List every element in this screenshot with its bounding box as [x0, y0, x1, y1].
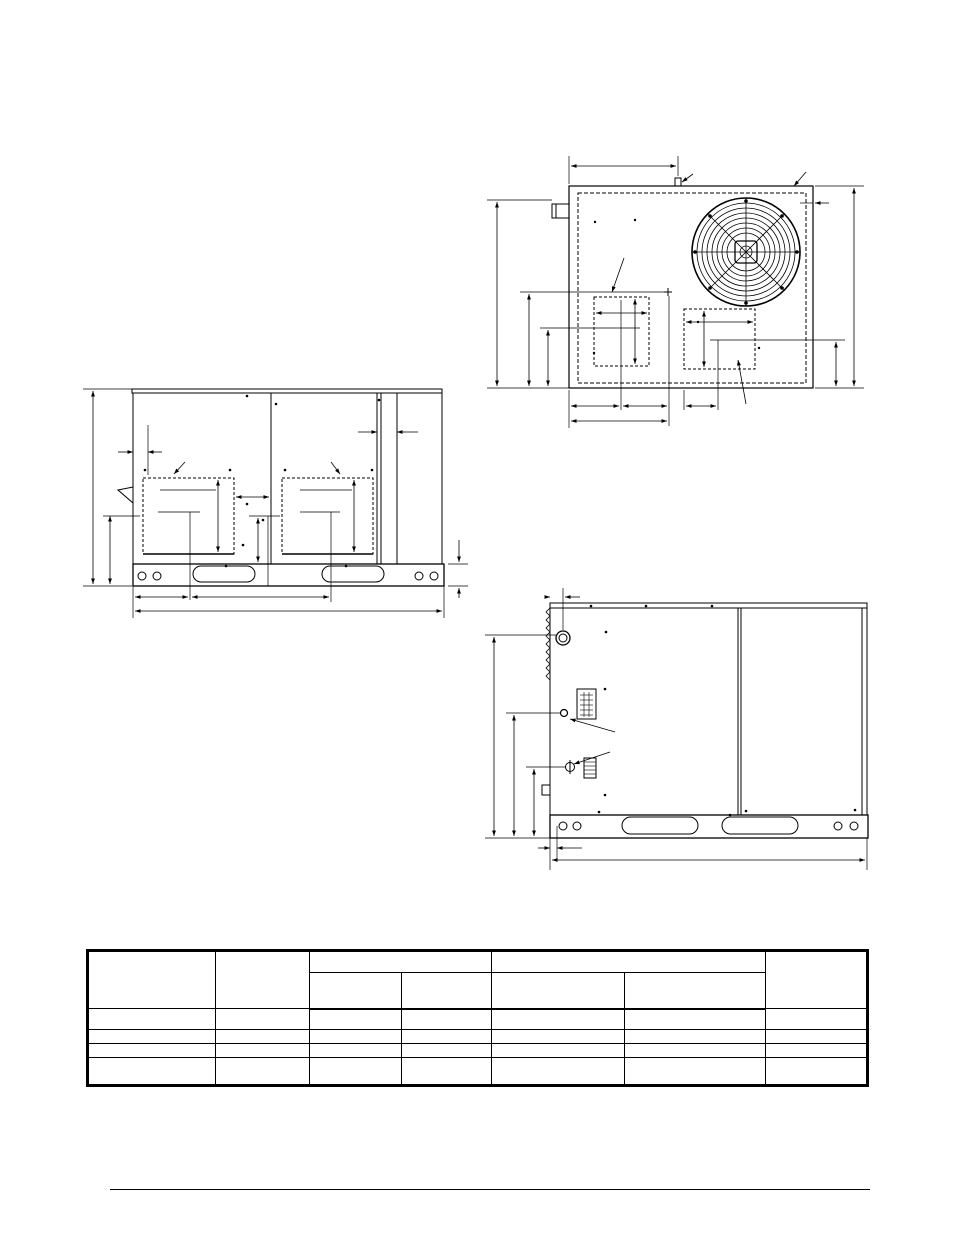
- table-cell: [766, 1058, 868, 1086]
- table-cell: [492, 1009, 625, 1030]
- header-cell: [492, 951, 766, 973]
- fan-guard: [692, 198, 800, 306]
- table-cell: [216, 1058, 310, 1086]
- table-cell: [625, 1044, 766, 1058]
- table-row: [88, 1058, 868, 1086]
- table-cell: [766, 1030, 868, 1044]
- table-cell: [216, 1009, 310, 1030]
- table-cell: [88, 1058, 216, 1086]
- subheader-cell: [310, 973, 402, 1009]
- table-cell: [766, 1009, 868, 1030]
- table-cell: [402, 1058, 492, 1086]
- header-cell: [88, 951, 216, 1009]
- table-cell: [766, 1044, 868, 1058]
- table-cell: [216, 1044, 310, 1058]
- subheader-cell: [625, 973, 766, 1009]
- table-cell: [625, 1009, 766, 1030]
- table-cell: [310, 1009, 402, 1030]
- table-cell: [216, 1030, 310, 1044]
- table-cell: [402, 1009, 492, 1030]
- table-cell: [88, 1009, 216, 1030]
- table-cell: [88, 1030, 216, 1044]
- table-cell: [625, 1030, 766, 1044]
- subheader-cell: [402, 973, 492, 1009]
- table-row: [88, 1044, 868, 1058]
- top-view: [487, 156, 864, 428]
- table-cell: [492, 1030, 625, 1044]
- table-cell: [402, 1030, 492, 1044]
- table-row: [88, 1009, 868, 1030]
- table-cell: [88, 1044, 216, 1058]
- front-view: [485, 588, 868, 870]
- subheader-cell: [492, 973, 625, 1009]
- table-cell: [310, 1058, 402, 1086]
- table-cell: [402, 1044, 492, 1058]
- header-cell: [310, 951, 492, 973]
- table-cell: [492, 1044, 625, 1058]
- dimension-table: [86, 949, 866, 1087]
- table-cell: [310, 1030, 402, 1044]
- table-cell: [310, 1044, 402, 1058]
- header-cell: [766, 951, 868, 1009]
- table-cell: [492, 1058, 625, 1086]
- footer-rule: [110, 1189, 870, 1190]
- table-row: [88, 1030, 868, 1044]
- side-view: [83, 389, 468, 618]
- header-cell: [216, 951, 310, 1009]
- table-cell: [625, 1058, 766, 1086]
